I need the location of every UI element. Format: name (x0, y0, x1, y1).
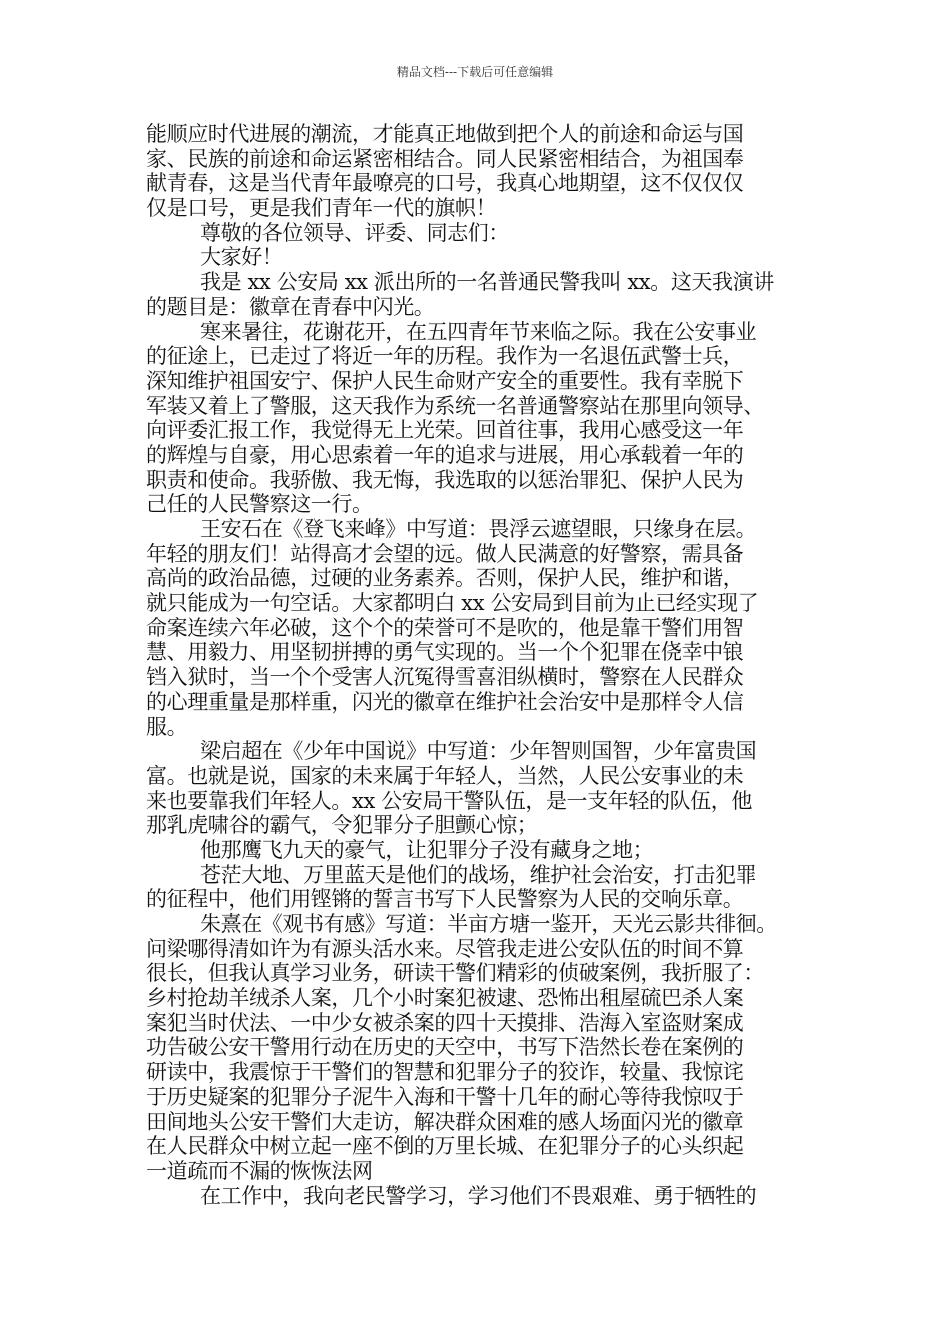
document-body (146, 122, 806, 1208)
text-line: 年轻的朋友们！站得高才会望的远。做人民满意的好警察，需具备 (146, 541, 744, 566)
text-line: 的征途上，已走过了将近一年的历程。我作为一名退伍武警士兵， (146, 344, 744, 369)
text-line: 朱熹在《观书有感》写道：半亩方塘一鉴开，天光云影共徘徊。 (200, 912, 777, 936)
text-line: 来也要靠我们年轻人。xx 公安局干警队伍，是一支年轻的队伍，他 (146, 788, 752, 813)
text-line: 就只能成为一句空话。大家都明白 xx 公安局到目前为止已经实现了 (146, 591, 759, 616)
text-line: 王安石在《登飞来峰》中写道：畏浮云遮望眼，只缘身在层。 (200, 517, 757, 541)
text-line: 问梁哪得清如许为有源头活水来。尽管我走进公安队伍的时间不算 (146, 936, 744, 961)
text-line: 一道疏而不漏的恢恢法网 (146, 1158, 373, 1183)
text-line: 乡村抢劫羊绒杀人案，几个小时案犯被逮、恐怖出租屋硫巴杀人案 (146, 986, 744, 1011)
text-line: 寒来暑往，花谢花开，在五四青年节来临之际。我在公安事业 (200, 319, 757, 344)
text-line: 大家好！ (200, 245, 283, 270)
text-line: 职责和使命。我骄傲、我无悔，我选取的以惩治罪犯、保护人民为 (146, 467, 744, 492)
text-line: 能顺应时代进展的潮流，才能真正地做到把个人的前途和命运与国 (146, 122, 744, 146)
text-line: 铛入狱时，当一个个受害人沉冤得雪喜泪纵横时，警察在人民群众 (146, 665, 744, 690)
text-line: 的征程中，他们用铿锵的誓言书写下人民警察为人民的交响乐章。 (146, 887, 744, 912)
text-line: 的辉煌与自豪，用心思索着一年的追求与进展，用心承载着一年的 (146, 442, 744, 467)
text-line: 那乳虎啸谷的霸气，令犯罪分子胆颤心惊； (146, 813, 538, 838)
text-line: 研读中，我震惊于干警们的智慧和犯罪分子的狡诈，较量、我惊诧 (146, 1060, 744, 1085)
text-line: 在人民群众中树立起一座不倒的万里长城、在犯罪分子的心头织起 (146, 1134, 744, 1159)
text-line: 梁启超在《少年中国说》中写道：少年智则国智，少年富贵国 (200, 739, 757, 764)
text-line: 尊敬的各位领导、评委、同志们： (200, 220, 509, 245)
text-line: 高尚的政治品德，过硬的业务素养。否则，保护人民，维护和谐， (146, 566, 744, 591)
text-line: 功告破公安干警用行动在历史的天空中，书写下浩然长卷在案例的 (146, 1035, 744, 1060)
text-line: 服。 (146, 714, 188, 739)
text-line: 慧、用毅力、用坚韧拼搏的勇气实现的。当一个个犯罪在侥幸中锒 (146, 640, 744, 665)
text-line: 军装又着上了警服，这天我作为系统一名普通警察站在那里向领导、 (146, 393, 764, 418)
text-line: 富。也就是说，国家的未来属于年轻人，当然，人民公安事业的未 (146, 763, 744, 788)
text-line: 在工作中，我向老民警学习，学习他们不畏艰难、勇于牺牲的 (200, 1183, 757, 1208)
text-line: 向评委汇报工作，我觉得无上光荣。回首往事，我用心感受这一年 (146, 418, 744, 443)
text-line: 田间地头公安干警们大走访，解决群众困难的感人场面闪光的徽章 (146, 1109, 744, 1134)
text-line: 深知维护祖国安宁、保护人民生命财产安全的重要性。我有幸脱下 (146, 368, 744, 393)
text-line: 仅是口号，更是我们青年一代的旗帜！ (146, 196, 497, 221)
text-line: 案犯当时伏法、一中少女被杀案的四十天摸排、浩海入室盗财案成 (146, 1010, 744, 1035)
text-line: 家、民族的前途和命运紧密相结合。同人民紧密相结合，为祖国奉 (146, 146, 744, 171)
text-line: 命案连续六年必破，这个个的荣誉可不是吹的，他是靠干警们用智 (146, 615, 744, 640)
text-line: 苍茫大地、万里蓝天是他们的战场，维护社会治安，打击犯罪 (200, 862, 757, 887)
text-line: 于历史疑案的犯罪分子泥牛入海和干警十几年的耐心等待我惊叹于 (146, 1084, 744, 1109)
text-line: 他那鹰飞九天的豪气，让犯罪分子没有藏身之地； (200, 837, 654, 862)
text-line: 的心理重量是那样重，闪光的徽章在维护社会治安中是那样令人信 (146, 689, 744, 714)
page-header: 精品文档---下载后可任意编辑 (396, 65, 554, 79)
text-line: 我是 xx 公安局 xx 派出所的一名普通民警我叫 xx。这天我演讲 (200, 270, 774, 295)
text-line: 很长，但我认真学习业务，研读干警们精彩的侦破案例，我折服了： (146, 961, 764, 986)
text-line: 献青春，这是当代青年最嘹亮的口号，我真心地期望，这不仅仅仅 (146, 171, 744, 196)
text-line: 己任的人民警察这一行。 (146, 492, 373, 517)
text-line: 的题目是：徽章在青春中闪光。 (146, 294, 435, 319)
